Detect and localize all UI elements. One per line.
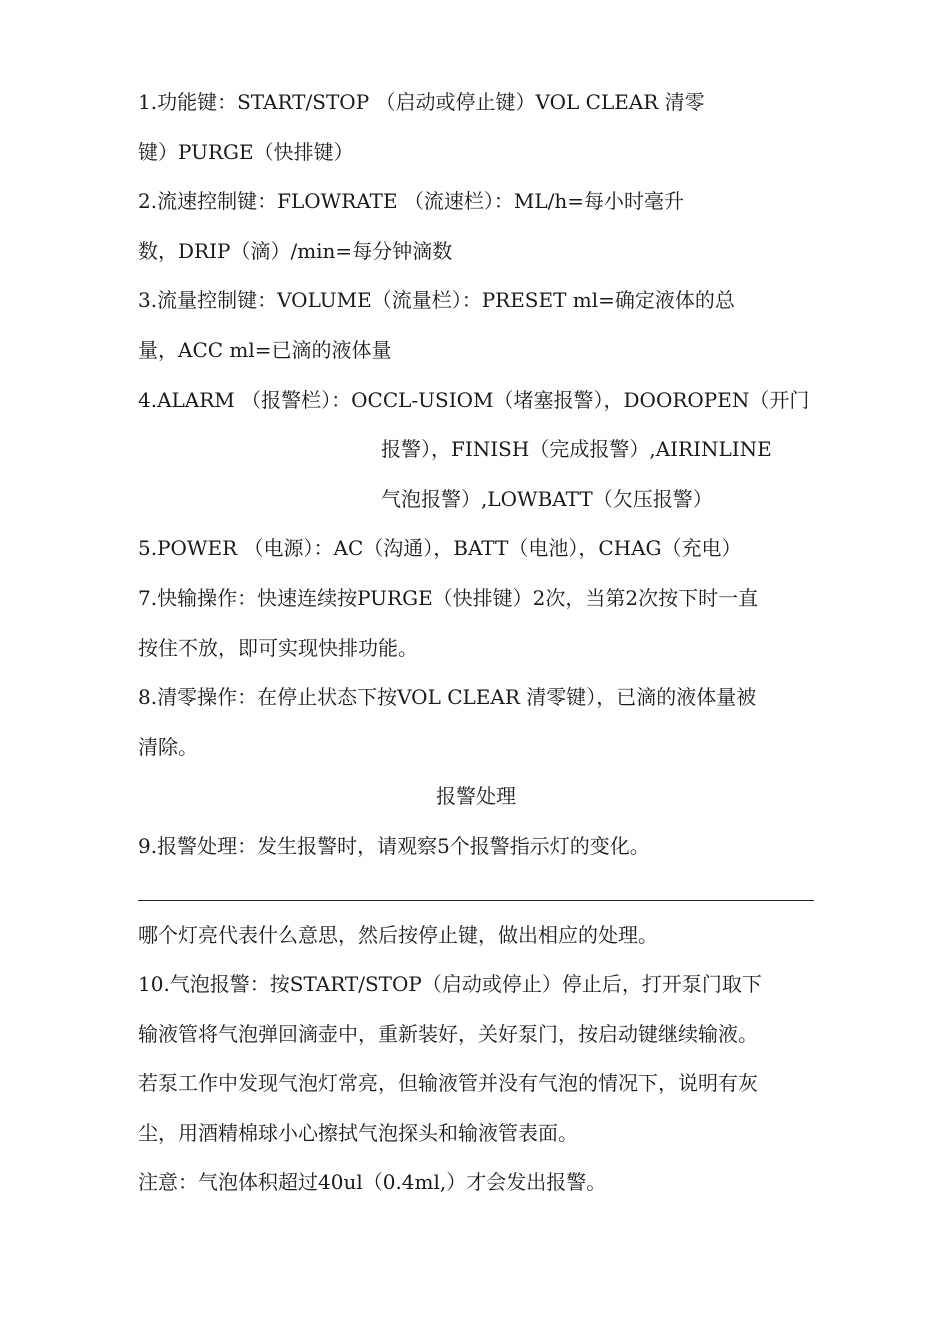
text-line: 输液管将气泡弹回滴壶中，重新装好，关好泵门，按启动键继续输液。 bbox=[138, 1021, 758, 1046]
text-line: 按住不放，即可实现快排功能。 bbox=[138, 635, 418, 660]
text-line-indented: 报警），FINISH（完成报警）,AIRINLINE bbox=[381, 437, 772, 462]
text-line: 注意：气泡体积超过40ul（0.4ml,）才会发出报警。 bbox=[138, 1170, 607, 1195]
text-line: 3.流量控制键：VOLUME（流量栏）：PRESET ml=确定液体的总 bbox=[138, 288, 735, 313]
text-line: 哪个灯亮代表什么意思，然后按停止键，做出相应的处理。 bbox=[138, 922, 658, 947]
horizontal-divider bbox=[138, 900, 814, 901]
text-line: 9.报警处理：发生报警时，请观察5个报警指示灯的变化。 bbox=[138, 833, 650, 858]
text-line: 数，DRIP（滴）/min=每分钟滴数 bbox=[138, 238, 453, 263]
text-line: 2.流速控制键：FLOWRATE （流速栏）：ML/h=每小时毫升 bbox=[138, 189, 685, 214]
section-heading: 报警处理 bbox=[436, 784, 516, 809]
text-line-indented: 气泡报警）,LOWBATT（欠压报警） bbox=[381, 486, 713, 511]
document-body-bottom bbox=[138, 911, 814, 1209]
text-line: 5.POWER （电源）：AC（沟通），BATT（电池），CHAG（充电） bbox=[138, 536, 742, 561]
text-line: 量，ACC ml=已滴的液体量 bbox=[138, 337, 392, 362]
document-page bbox=[138, 78, 814, 1208]
document-body-top bbox=[138, 78, 814, 872]
text-line: 1.功能键：START/STOP （启动或停止键）VOL CLEAR 清零 bbox=[138, 90, 705, 114]
text-line: 键）PURGE（快排键） bbox=[138, 139, 354, 164]
text-line: 清除。 bbox=[138, 734, 198, 759]
text-line: 10.气泡报警：按START/STOP（启动或停止）停止后，打开泵门取下 bbox=[138, 972, 762, 997]
text-line: 尘，用酒精棉球小心擦拭气泡探头和输液管表面。 bbox=[138, 1120, 578, 1145]
text-line: 4.ALARM （报警栏）：OCCL-USIOM（堵塞报警），DOOROPEN（开门 bbox=[138, 387, 810, 412]
text-line: 8.清零操作：在停止状态下按VOL CLEAR 清零键），已滴的液体量被 bbox=[138, 685, 757, 710]
text-line: 若泵工作中发现气泡灯常亮，但输液管并没有气泡的情况下，说明有灰 bbox=[138, 1071, 758, 1096]
text-line: 7.快输操作：快速连续按PURGE（快排键）2次，当第2次按下时一直 bbox=[138, 585, 759, 610]
